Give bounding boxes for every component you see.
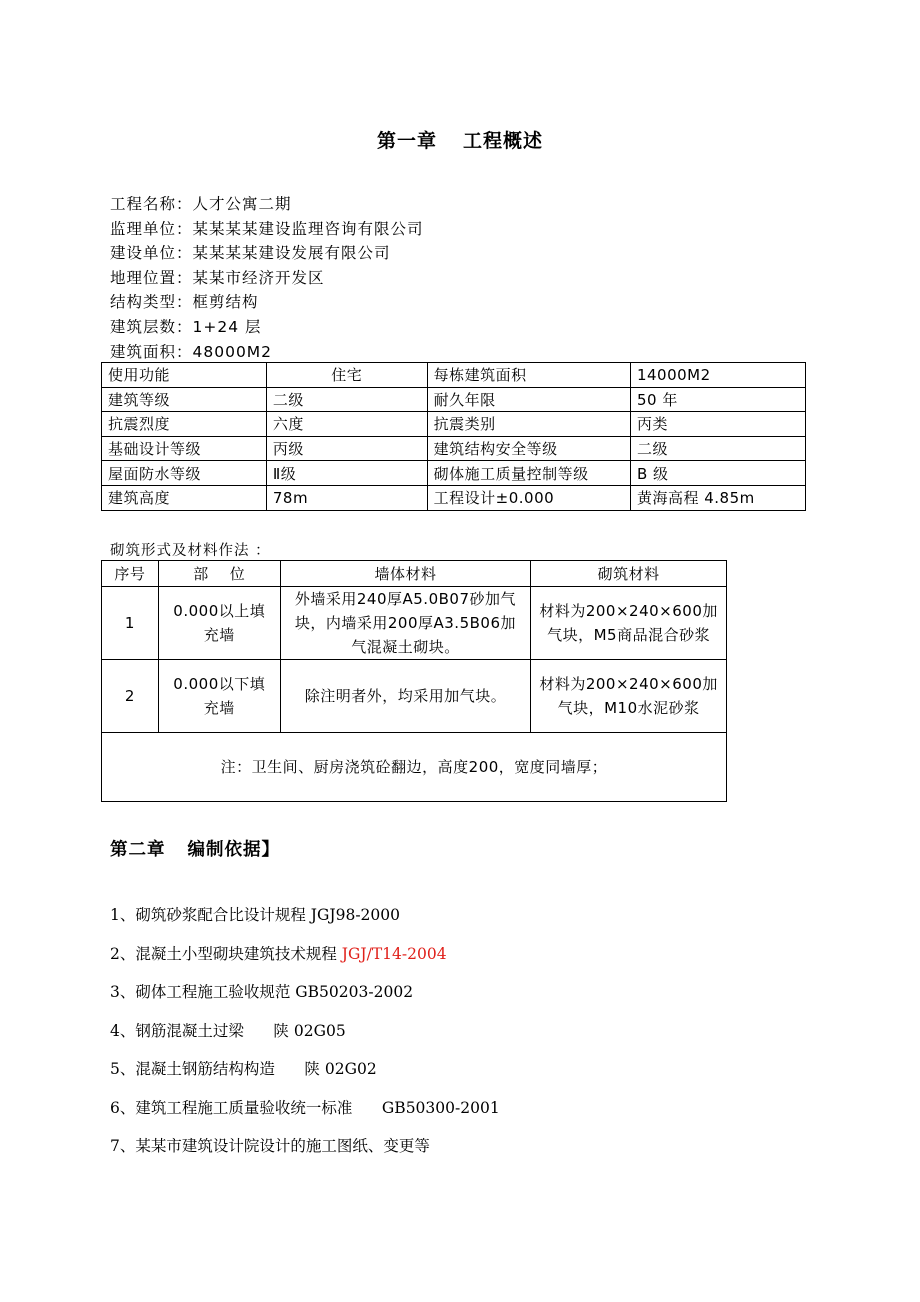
spec-table <box>101 362 806 511</box>
row-no: 2 <box>102 660 159 733</box>
reference-list <box>110 903 500 1173</box>
spec-value: B 级 <box>630 461 805 486</box>
row-part: 0.000以下填充墙 <box>158 660 280 733</box>
header-part: 部 位 <box>158 561 280 587</box>
row-mortar: 材料为200×240×600加气块，M5商品混合砂浆 <box>531 587 727 660</box>
table-row <box>102 436 806 461</box>
chapter2-title <box>110 836 280 861</box>
table-row <box>102 412 806 437</box>
table-row <box>102 660 727 733</box>
info-developer: 建设单位：某某某某建设发展有限公司 <box>110 244 391 263</box>
table-header-row <box>102 561 727 587</box>
spec-label: 抗震烈度 <box>102 412 267 437</box>
row-wall: 除注明者外，均采用加气块。 <box>280 660 530 733</box>
spec-value: 住宅 <box>266 363 427 388</box>
masonry-table <box>101 560 727 802</box>
list-item: 3、砌体工程施工验收规范 GB50203-2002 <box>110 983 414 1001</box>
spec-value: 二级 <box>630 436 805 461</box>
list-item <box>110 942 500 981</box>
spec-value: 14000M2 <box>630 363 805 388</box>
spec-value: 六度 <box>266 412 427 437</box>
list-item: 6、建筑工程施工质量验收统一标准 GB50300-2001 <box>110 1098 500 1117</box>
row-mortar: 材料为200×240×600加气块，M10水泥砂浆 <box>531 660 727 733</box>
table-row <box>102 485 806 510</box>
spec-value: 50 年 <box>630 387 805 412</box>
row-wall: 外墙采用240厚A5.0B07砂加气块，内墙采用200厚A3.5B06加气混凝土砌块。 <box>280 587 530 660</box>
header-wall: 墙体材料 <box>280 561 530 587</box>
spec-label: 建筑高度 <box>102 485 267 510</box>
spec-label: 屋面防水等级 <box>102 461 267 486</box>
chapter1-name: 工程概述 <box>463 130 544 152</box>
row-part: 0.000以上填充墙 <box>158 587 280 660</box>
spec-value: 黄海高程 4.85m <box>630 485 805 510</box>
table-row <box>102 461 806 486</box>
spec-value: 丙级 <box>266 436 427 461</box>
info-location: 地理位置：某某市经济开发区 <box>110 268 325 287</box>
header-no: 序号 <box>102 561 159 587</box>
reference-code-highlighted: JGJ/T14-2004 <box>341 944 447 963</box>
spec-value: Ⅱ级 <box>266 461 427 486</box>
chapter1-title <box>0 126 920 153</box>
reference-text: 2、混凝土小型砌块建筑技术规程 <box>110 944 342 963</box>
spec-label: 建筑等级 <box>102 387 267 412</box>
info-floors: 建筑层数：1+24 层 <box>110 317 262 336</box>
chapter2-name: 编制依据】 <box>187 840 280 860</box>
spec-label: 基础设计等级 <box>102 436 267 461</box>
info-structure: 结构类型：框剪结构 <box>110 293 259 312</box>
table-row <box>102 587 727 660</box>
spec-label: 工程设计±0.000 <box>427 485 630 510</box>
note-row <box>102 733 727 802</box>
spec-label: 砌体施工质量控制等级 <box>427 461 630 486</box>
list-item: 1、砌筑砂浆配合比设计规程 JGJ98-2000 <box>110 906 401 924</box>
project-info <box>110 192 424 364</box>
masonry-note: 注：卫生间、厨房浇筑砼翻边，高度200，宽度同墙厚； <box>102 733 727 802</box>
table-row <box>102 363 806 388</box>
spec-value: 丙类 <box>630 412 805 437</box>
spec-label: 每栋建筑面积 <box>427 363 630 388</box>
info-area: 建筑面积：48000M2 <box>110 342 273 361</box>
list-item: 5、混凝土钢筋结构构造 陕 02G02 <box>110 1060 377 1078</box>
spec-label: 使用功能 <box>102 363 267 388</box>
chapter2-number: 第二章 <box>110 840 166 860</box>
header-mortar: 砌筑材料 <box>531 561 727 587</box>
spec-label: 抗震类别 <box>427 412 630 437</box>
chapter1-number: 第一章 <box>376 130 437 152</box>
info-project-name: 工程名称：人才公寓二期 <box>110 195 292 213</box>
table-row <box>102 387 806 412</box>
spec-label: 耐久年限 <box>427 387 630 412</box>
masonry-title: 砌筑形式及材料作法 ： <box>110 543 271 559</box>
info-supervisor: 监理单位：某某某某建设监理咨询有限公司 <box>110 219 424 238</box>
spec-value: 78m <box>266 485 427 510</box>
row-no: 1 <box>102 587 159 660</box>
spec-value: 二级 <box>266 387 427 412</box>
spec-label: 建筑结构安全等级 <box>427 436 630 461</box>
list-item: 7、某某市建筑设计院设计的施工图纸、变更等 <box>110 1137 430 1155</box>
list-item: 4、钢筋混凝土过梁 陕 02G05 <box>110 1021 346 1040</box>
